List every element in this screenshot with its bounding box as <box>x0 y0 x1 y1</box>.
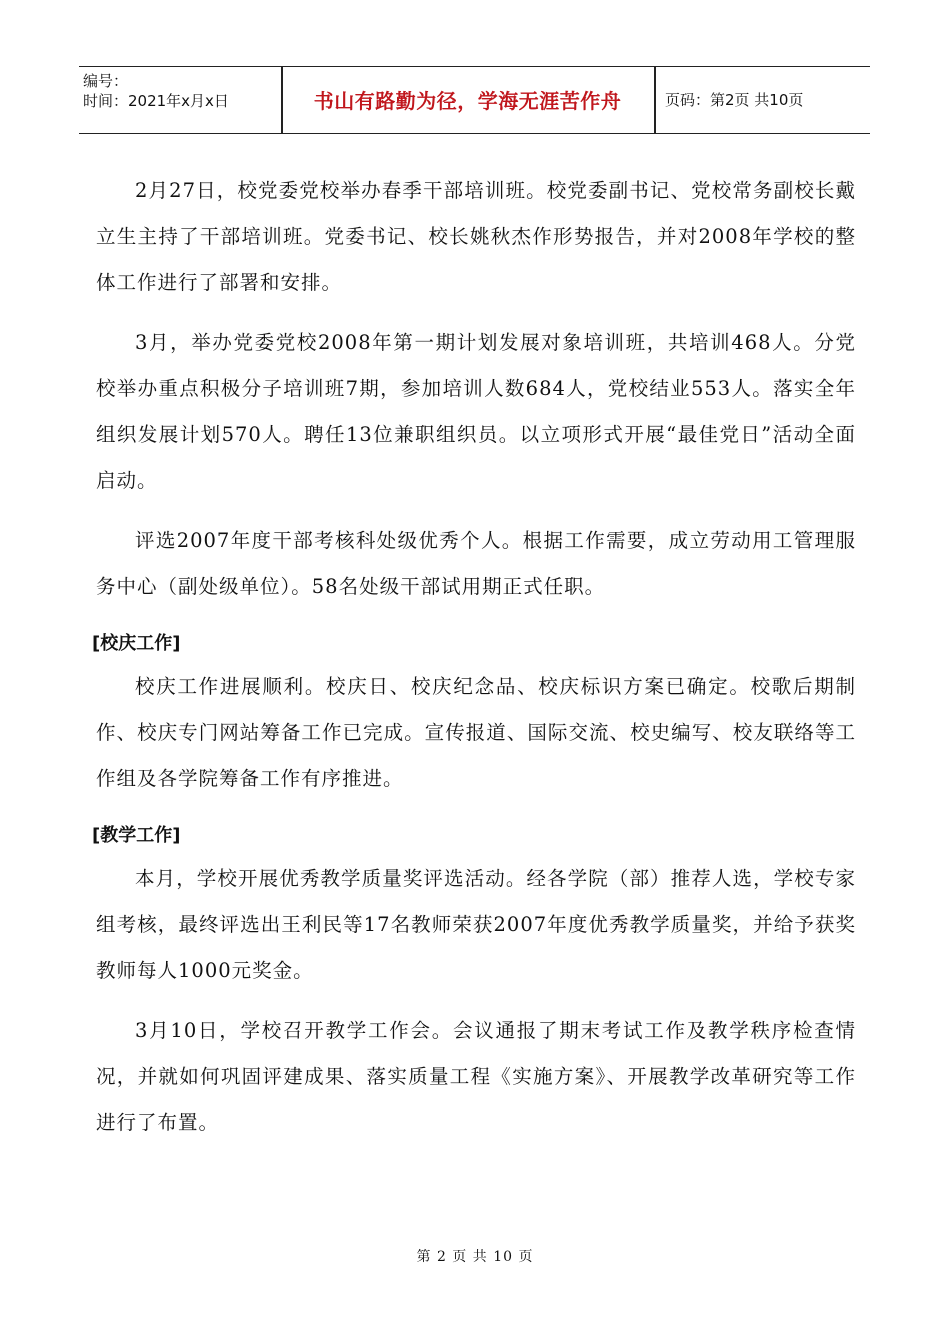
header-divider-right <box>654 67 656 133</box>
paragraph-anniversary: 校庆工作进展顺利。校庆日、校庆纪念品、校庆标识方案已确定。校歌后期制作、校庆专门网站筹备工作已完成。宣传报道、国际交流、校史编写、校友联络等工作组及各学院筹备工作有序推进。 <box>96 675 856 790</box>
paragraph-teaching-award: 本月，学校开展优秀教学质量奖评选活动。经各学院（部）推荐人选，学校专家组考核，最终评选出王利民等17名教师荣获2007年度优秀教学质量奖，并给予获奖教师每人1000元奖金。 <box>96 867 856 982</box>
header-page-number: 页码：第2页 共10页 <box>665 91 804 109</box>
section-title-anniversary: [校庆工作] <box>92 633 181 654</box>
time-label: 时间：2021年x月x日 <box>83 92 229 110</box>
serial-label: 编号： <box>83 72 129 90</box>
page-footer: 第 2 页 共 10 页 <box>416 1249 534 1265</box>
paragraph-cadre-evaluation: 评选2007年度干部考核科处级优秀个人。根据工作需要，成立劳动用工管理服务中心（副处级单位）。58名处级干部试用期正式任职。 <box>96 529 856 598</box>
header-motto: 书山有路勤为径，学海无涯苦作舟 <box>313 89 622 113</box>
document-body <box>92 168 856 1160</box>
paragraph-party-training: 3月，举办党委党校2008年第一期计划发展对象培训班，共培训468人。分党校举办重点积极分子培训班7期，参加培训人数684人，党校结业553人。落实全年组织发展计划570人。聘任13位兼职组织员。以立项形式开展“最佳党日”活动全面启动。 <box>96 331 856 492</box>
header-meta <box>83 71 229 111</box>
page-header <box>79 66 870 134</box>
paragraph-cadre-training: 2月27日，校党委党校举办春季干部培训班。校党委副书记、党校常务副校长戴立生主持了干部培训班。党委书记、校长姚秋杰作形势报告，并对2008年学校的整体工作进行了部署和安排。 <box>96 179 856 294</box>
section-title-teaching: [教学工作] <box>92 825 181 846</box>
paragraph-teaching-meeting: 3月10日，学校召开教学工作会。会议通报了期末考试工作及教学秩序检查情况，并就如何巩固评建成果、落实质量工程《实施方案》、开展教学改革研究等工作进行了布置。 <box>96 1019 856 1134</box>
